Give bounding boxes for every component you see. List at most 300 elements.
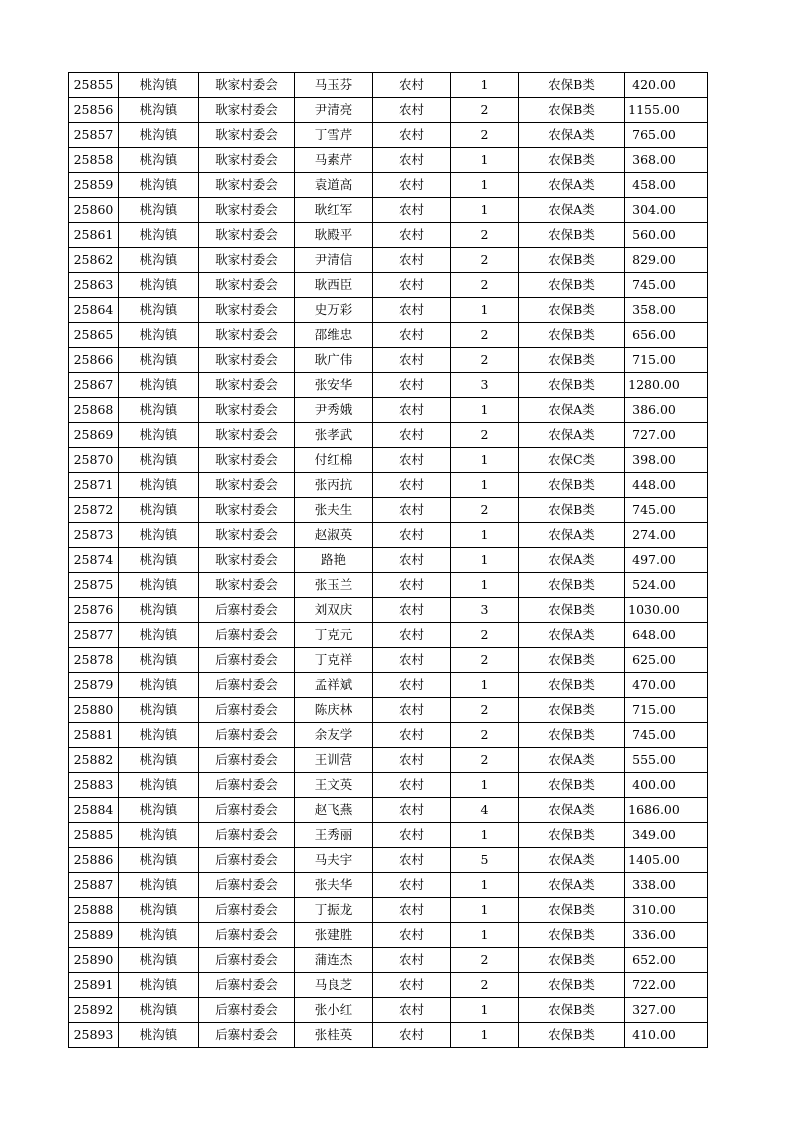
cell-village-committee: 后寨村委会 (199, 1023, 295, 1048)
cell-insurance-category: 农保B类 (519, 998, 625, 1023)
cell-serial-no: 25866 (69, 348, 119, 373)
cell-household-type: 农村 (373, 173, 451, 198)
cell-serial-no: 25864 (69, 298, 119, 323)
cell-insurance-category: 农保B类 (519, 648, 625, 673)
cell-serial-no: 25859 (69, 173, 119, 198)
cell-member-count: 1 (451, 448, 519, 473)
cell-person-name: 孟祥斌 (295, 673, 373, 698)
cell-amount: 336.00 (625, 923, 708, 948)
cell-serial-no: 25860 (69, 198, 119, 223)
cell-household-type: 农村 (373, 1023, 451, 1048)
cell-serial-no: 25865 (69, 323, 119, 348)
cell-household-type: 农村 (373, 748, 451, 773)
cell-member-count: 2 (451, 273, 519, 298)
cell-person-name: 马良芝 (295, 973, 373, 998)
cell-household-type: 农村 (373, 848, 451, 873)
cell-amount: 1405.00 (625, 848, 708, 873)
table-row (69, 123, 708, 148)
table-row (69, 298, 708, 323)
cell-person-name: 马玉芬 (295, 73, 373, 98)
cell-town: 桃沟镇 (119, 273, 199, 298)
cell-household-type: 农村 (373, 373, 451, 398)
cell-member-count: 2 (451, 123, 519, 148)
cell-amount: 625.00 (625, 648, 708, 673)
cell-person-name: 丁振龙 (295, 898, 373, 923)
table-row (69, 823, 708, 848)
cell-village-committee: 耿家村委会 (199, 573, 295, 598)
cell-insurance-category: 农保B类 (519, 948, 625, 973)
cell-household-type: 农村 (373, 973, 451, 998)
cell-person-name: 张孝武 (295, 423, 373, 448)
cell-serial-no: 25882 (69, 748, 119, 773)
cell-village-committee: 后寨村委会 (199, 948, 295, 973)
cell-household-type: 农村 (373, 698, 451, 723)
table-row (69, 948, 708, 973)
cell-insurance-category: 农保A类 (519, 798, 625, 823)
cell-insurance-category: 农保A类 (519, 848, 625, 873)
table-row (69, 148, 708, 173)
cell-insurance-category: 农保A类 (519, 548, 625, 573)
cell-serial-no: 25890 (69, 948, 119, 973)
cell-amount: 1155.00 (625, 98, 708, 123)
cell-serial-no: 25891 (69, 973, 119, 998)
cell-insurance-category: 农保B类 (519, 323, 625, 348)
cell-town: 桃沟镇 (119, 723, 199, 748)
table-row (69, 348, 708, 373)
cell-serial-no: 25857 (69, 123, 119, 148)
cell-insurance-category: 农保B类 (519, 248, 625, 273)
cell-insurance-category: 农保B类 (519, 273, 625, 298)
cell-serial-no: 25892 (69, 998, 119, 1023)
cell-insurance-category: 农保B类 (519, 573, 625, 598)
cell-member-count: 2 (451, 948, 519, 973)
cell-village-committee: 耿家村委会 (199, 423, 295, 448)
cell-town: 桃沟镇 (119, 873, 199, 898)
cell-person-name: 丁雪芹 (295, 123, 373, 148)
cell-village-committee: 耿家村委会 (199, 98, 295, 123)
cell-amount: 765.00 (625, 123, 708, 148)
cell-town: 桃沟镇 (119, 973, 199, 998)
cell-village-committee: 耿家村委会 (199, 473, 295, 498)
cell-member-count: 1 (451, 398, 519, 423)
table-row (69, 848, 708, 873)
cell-household-type: 农村 (373, 298, 451, 323)
cell-amount: 338.00 (625, 873, 708, 898)
cell-member-count: 2 (451, 348, 519, 373)
cell-member-count: 1 (451, 823, 519, 848)
table-row (69, 448, 708, 473)
table-row (69, 648, 708, 673)
cell-member-count: 1 (451, 923, 519, 948)
cell-amount: 652.00 (625, 948, 708, 973)
cell-amount: 715.00 (625, 348, 708, 373)
table-row (69, 73, 708, 98)
cell-member-count: 2 (451, 698, 519, 723)
cell-amount: 274.00 (625, 523, 708, 548)
cell-person-name: 赵淑英 (295, 523, 373, 548)
cell-amount: 648.00 (625, 623, 708, 648)
cell-village-committee: 后寨村委会 (199, 723, 295, 748)
cell-person-name: 王文英 (295, 773, 373, 798)
cell-town: 桃沟镇 (119, 298, 199, 323)
cell-insurance-category: 农保B类 (519, 923, 625, 948)
cell-member-count: 1 (451, 548, 519, 573)
cell-member-count: 2 (451, 748, 519, 773)
cell-member-count: 1 (451, 198, 519, 223)
cell-serial-no: 25871 (69, 473, 119, 498)
cell-insurance-category: 农保B类 (519, 773, 625, 798)
cell-town: 桃沟镇 (119, 473, 199, 498)
cell-amount: 497.00 (625, 548, 708, 573)
cell-member-count: 1 (451, 173, 519, 198)
cell-serial-no: 25858 (69, 148, 119, 173)
cell-person-name: 刘双庆 (295, 598, 373, 623)
cell-person-name: 张夫生 (295, 498, 373, 523)
cell-household-type: 农村 (373, 823, 451, 848)
cell-village-committee: 耿家村委会 (199, 373, 295, 398)
cell-town: 桃沟镇 (119, 698, 199, 723)
table-row (69, 773, 708, 798)
cell-household-type: 农村 (373, 573, 451, 598)
cell-amount: 386.00 (625, 398, 708, 423)
cell-member-count: 1 (451, 523, 519, 548)
cell-member-count: 1 (451, 873, 519, 898)
cell-town: 桃沟镇 (119, 548, 199, 573)
cell-insurance-category: 农保B类 (519, 223, 625, 248)
cell-member-count: 1 (451, 148, 519, 173)
cell-serial-no: 25856 (69, 98, 119, 123)
cell-insurance-category: 农保A类 (519, 173, 625, 198)
cell-amount: 304.00 (625, 198, 708, 223)
table-row (69, 273, 708, 298)
cell-person-name: 蒲连杰 (295, 948, 373, 973)
cell-town: 桃沟镇 (119, 523, 199, 548)
cell-amount: 398.00 (625, 448, 708, 473)
cell-household-type: 农村 (373, 398, 451, 423)
cell-household-type: 农村 (373, 673, 451, 698)
cell-village-committee: 耿家村委会 (199, 523, 295, 548)
cell-household-type: 农村 (373, 998, 451, 1023)
cell-village-committee: 后寨村委会 (199, 623, 295, 648)
cell-serial-no: 25883 (69, 773, 119, 798)
cell-person-name: 张丙抗 (295, 473, 373, 498)
cell-village-committee: 后寨村委会 (199, 873, 295, 898)
cell-town: 桃沟镇 (119, 198, 199, 223)
cell-member-count: 2 (451, 973, 519, 998)
cell-household-type: 农村 (373, 248, 451, 273)
cell-village-committee: 后寨村委会 (199, 598, 295, 623)
cell-member-count: 4 (451, 798, 519, 823)
cell-member-count: 1 (451, 998, 519, 1023)
cell-person-name: 袁道高 (295, 173, 373, 198)
cell-town: 桃沟镇 (119, 98, 199, 123)
cell-person-name: 马素芹 (295, 148, 373, 173)
cell-amount: 1280.00 (625, 373, 708, 398)
cell-village-committee: 耿家村委会 (199, 223, 295, 248)
cell-household-type: 农村 (373, 98, 451, 123)
table-row (69, 173, 708, 198)
table-row (69, 98, 708, 123)
cell-serial-no: 25885 (69, 823, 119, 848)
cell-household-type: 农村 (373, 948, 451, 973)
table-row (69, 498, 708, 523)
cell-town: 桃沟镇 (119, 598, 199, 623)
cell-household-type: 农村 (373, 798, 451, 823)
cell-person-name: 马夫宇 (295, 848, 373, 873)
cell-member-count: 2 (451, 498, 519, 523)
cell-amount: 368.00 (625, 148, 708, 173)
cell-insurance-category: 农保B类 (519, 698, 625, 723)
cell-household-type: 农村 (373, 223, 451, 248)
cell-insurance-category: 农保A类 (519, 123, 625, 148)
cell-town: 桃沟镇 (119, 998, 199, 1023)
cell-household-type: 农村 (373, 473, 451, 498)
cell-village-committee: 耿家村委会 (199, 348, 295, 373)
cell-insurance-category: 农保A类 (519, 198, 625, 223)
cell-town: 桃沟镇 (119, 123, 199, 148)
cell-serial-no: 25855 (69, 73, 119, 98)
cell-member-count: 2 (451, 648, 519, 673)
cell-amount: 745.00 (625, 273, 708, 298)
cell-village-committee: 耿家村委会 (199, 298, 295, 323)
cell-member-count: 2 (451, 248, 519, 273)
cell-insurance-category: 农保B类 (519, 98, 625, 123)
table-row (69, 548, 708, 573)
cell-member-count: 1 (451, 573, 519, 598)
cell-village-committee: 后寨村委会 (199, 923, 295, 948)
cell-person-name: 史万彩 (295, 298, 373, 323)
cell-village-committee: 后寨村委会 (199, 698, 295, 723)
cell-serial-no: 25879 (69, 673, 119, 698)
cell-serial-no: 25873 (69, 523, 119, 548)
cell-amount: 727.00 (625, 423, 708, 448)
cell-amount: 448.00 (625, 473, 708, 498)
cell-town: 桃沟镇 (119, 373, 199, 398)
cell-member-count: 1 (451, 898, 519, 923)
cell-amount: 745.00 (625, 498, 708, 523)
cell-person-name: 张安华 (295, 373, 373, 398)
cell-household-type: 农村 (373, 323, 451, 348)
table-row (69, 248, 708, 273)
cell-village-committee: 耿家村委会 (199, 248, 295, 273)
cell-person-name: 丁克祥 (295, 648, 373, 673)
cell-village-committee: 耿家村委会 (199, 123, 295, 148)
table-row (69, 398, 708, 423)
cell-household-type: 农村 (373, 348, 451, 373)
cell-village-committee: 耿家村委会 (199, 498, 295, 523)
cell-town: 桃沟镇 (119, 848, 199, 873)
table-row (69, 573, 708, 598)
cell-amount: 420.00 (625, 73, 708, 98)
cell-serial-no: 25881 (69, 723, 119, 748)
cell-amount: 400.00 (625, 773, 708, 798)
cell-amount: 656.00 (625, 323, 708, 348)
cell-insurance-category: 农保A类 (519, 623, 625, 648)
cell-town: 桃沟镇 (119, 423, 199, 448)
cell-amount: 715.00 (625, 698, 708, 723)
table-row (69, 198, 708, 223)
cell-household-type: 农村 (373, 923, 451, 948)
table-row (69, 223, 708, 248)
cell-insurance-category: 农保B类 (519, 898, 625, 923)
cell-village-committee: 后寨村委会 (199, 673, 295, 698)
cell-member-count: 1 (451, 773, 519, 798)
cell-member-count: 3 (451, 598, 519, 623)
cell-household-type: 农村 (373, 73, 451, 98)
cell-amount: 410.00 (625, 1023, 708, 1048)
cell-town: 桃沟镇 (119, 448, 199, 473)
cell-town: 桃沟镇 (119, 773, 199, 798)
cell-person-name: 张桂英 (295, 1023, 373, 1048)
cell-amount: 327.00 (625, 998, 708, 1023)
cell-member-count: 1 (451, 298, 519, 323)
table-row (69, 973, 708, 998)
cell-person-name: 路艳 (295, 548, 373, 573)
cell-serial-no: 25878 (69, 648, 119, 673)
cell-amount: 1686.00 (625, 798, 708, 823)
cell-amount: 470.00 (625, 673, 708, 698)
cell-member-count: 5 (451, 848, 519, 873)
cell-village-committee: 耿家村委会 (199, 148, 295, 173)
cell-member-count: 2 (451, 323, 519, 348)
cell-member-count: 3 (451, 373, 519, 398)
cell-person-name: 余友学 (295, 723, 373, 748)
table-row (69, 898, 708, 923)
cell-person-name: 张建胜 (295, 923, 373, 948)
cell-amount: 722.00 (625, 973, 708, 998)
table-row (69, 748, 708, 773)
cell-village-committee: 后寨村委会 (199, 898, 295, 923)
cell-village-committee: 后寨村委会 (199, 823, 295, 848)
cell-insurance-category: 农保B类 (519, 298, 625, 323)
cell-serial-no: 25870 (69, 448, 119, 473)
cell-serial-no: 25861 (69, 223, 119, 248)
cell-member-count: 1 (451, 473, 519, 498)
cell-person-name: 付红棉 (295, 448, 373, 473)
cell-member-count: 2 (451, 223, 519, 248)
cell-village-committee: 后寨村委会 (199, 648, 295, 673)
cell-town: 桃沟镇 (119, 148, 199, 173)
cell-town: 桃沟镇 (119, 923, 199, 948)
cell-serial-no: 25886 (69, 848, 119, 873)
table-row (69, 673, 708, 698)
cell-insurance-category: 农保A类 (519, 398, 625, 423)
cell-person-name: 耿殿平 (295, 223, 373, 248)
cell-person-name: 耿广伟 (295, 348, 373, 373)
table-row (69, 623, 708, 648)
cell-member-count: 2 (451, 723, 519, 748)
cell-village-committee: 耿家村委会 (199, 323, 295, 348)
cell-household-type: 农村 (373, 598, 451, 623)
cell-town: 桃沟镇 (119, 173, 199, 198)
cell-insurance-category: 农保B类 (519, 473, 625, 498)
cell-household-type: 农村 (373, 148, 451, 173)
cell-household-type: 农村 (373, 273, 451, 298)
table-row (69, 723, 708, 748)
cell-household-type: 农村 (373, 423, 451, 448)
cell-village-committee: 后寨村委会 (199, 748, 295, 773)
table-row (69, 998, 708, 1023)
cell-insurance-category: 农保B类 (519, 373, 625, 398)
cell-serial-no: 25867 (69, 373, 119, 398)
table-row (69, 423, 708, 448)
cell-serial-no: 25880 (69, 698, 119, 723)
cell-member-count: 2 (451, 423, 519, 448)
table-row (69, 523, 708, 548)
cell-serial-no: 25875 (69, 573, 119, 598)
cell-member-count: 1 (451, 73, 519, 98)
cell-town: 桃沟镇 (119, 348, 199, 373)
cell-serial-no: 25872 (69, 498, 119, 523)
cell-village-committee: 耿家村委会 (199, 198, 295, 223)
cell-insurance-category: 农保B类 (519, 148, 625, 173)
cell-amount: 745.00 (625, 723, 708, 748)
cell-person-name: 丁克元 (295, 623, 373, 648)
table-row (69, 598, 708, 623)
cell-insurance-category: 农保B类 (519, 823, 625, 848)
cell-town: 桃沟镇 (119, 673, 199, 698)
cell-village-committee: 后寨村委会 (199, 973, 295, 998)
cell-serial-no: 25863 (69, 273, 119, 298)
cell-household-type: 农村 (373, 648, 451, 673)
table-row (69, 373, 708, 398)
cell-insurance-category: 农保B类 (519, 673, 625, 698)
cell-village-committee: 耿家村委会 (199, 448, 295, 473)
cell-insurance-category: 农保B类 (519, 348, 625, 373)
cell-household-type: 农村 (373, 723, 451, 748)
cell-household-type: 农村 (373, 523, 451, 548)
cell-town: 桃沟镇 (119, 323, 199, 348)
cell-household-type: 农村 (373, 548, 451, 573)
cell-person-name: 尹秀娥 (295, 398, 373, 423)
cell-serial-no: 25887 (69, 873, 119, 898)
cell-serial-no: 25862 (69, 248, 119, 273)
cell-person-name: 尹清信 (295, 248, 373, 273)
cell-insurance-category: 农保C类 (519, 448, 625, 473)
cell-person-name: 赵飞燕 (295, 798, 373, 823)
cell-household-type: 农村 (373, 898, 451, 923)
table-row (69, 798, 708, 823)
cell-village-committee: 后寨村委会 (199, 798, 295, 823)
cell-insurance-category: 农保B类 (519, 73, 625, 98)
cell-household-type: 农村 (373, 448, 451, 473)
cell-person-name: 张夫华 (295, 873, 373, 898)
cell-household-type: 农村 (373, 198, 451, 223)
cell-insurance-category: 农保A类 (519, 748, 625, 773)
cell-person-name: 尹清亮 (295, 98, 373, 123)
cell-amount: 1030.00 (625, 598, 708, 623)
cell-insurance-category: 农保A类 (519, 873, 625, 898)
cell-town: 桃沟镇 (119, 223, 199, 248)
cell-serial-no: 25868 (69, 398, 119, 423)
cell-town: 桃沟镇 (119, 823, 199, 848)
cell-member-count: 1 (451, 673, 519, 698)
cell-member-count: 1 (451, 1023, 519, 1048)
table-row (69, 923, 708, 948)
cell-town: 桃沟镇 (119, 648, 199, 673)
cell-person-name: 陈庆林 (295, 698, 373, 723)
cell-village-committee: 后寨村委会 (199, 848, 295, 873)
table-row (69, 323, 708, 348)
cell-town: 桃沟镇 (119, 248, 199, 273)
cell-serial-no: 25888 (69, 898, 119, 923)
cell-insurance-category: 农保B类 (519, 723, 625, 748)
cell-town: 桃沟镇 (119, 573, 199, 598)
cell-serial-no: 25876 (69, 598, 119, 623)
cell-village-committee: 耿家村委会 (199, 273, 295, 298)
cell-town: 桃沟镇 (119, 1023, 199, 1048)
cell-town: 桃沟镇 (119, 398, 199, 423)
